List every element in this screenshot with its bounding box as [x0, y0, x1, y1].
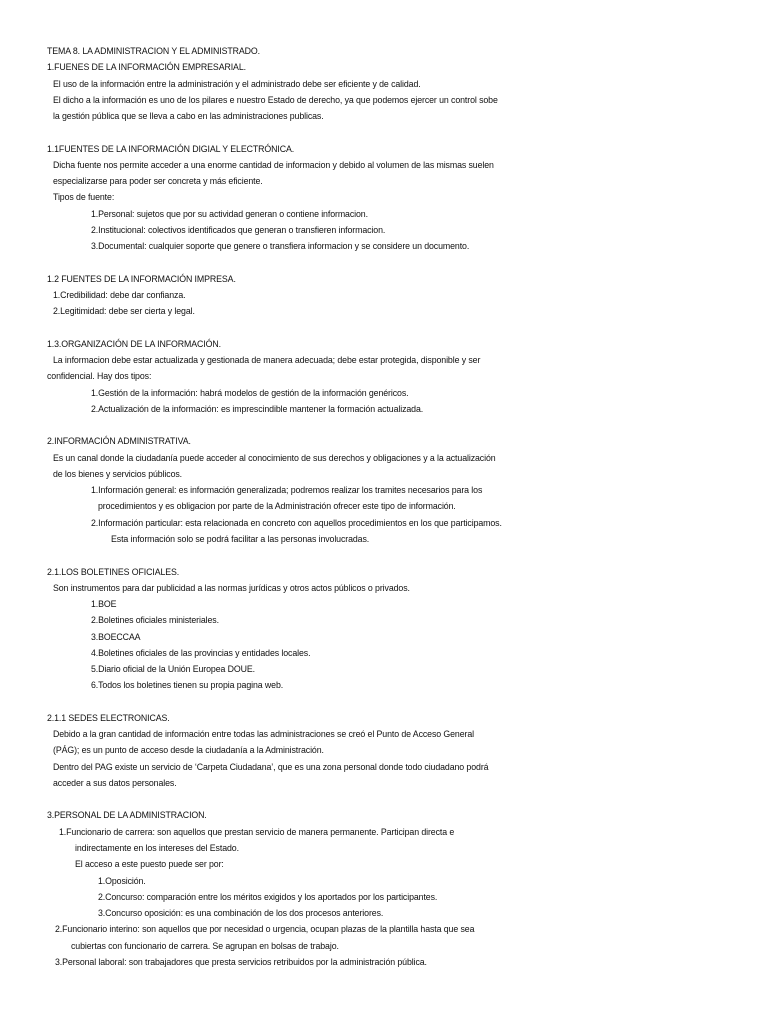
text-line: TEMA 8. LA ADMINISTRACION Y EL ADMINISTRADO.: [47, 46, 260, 56]
text-line: 1.3.ORGANIZACIÓN DE LA INFORMACIÓN.: [47, 338, 221, 349]
text-line: 1.1FUENTES DE LA INFORMACIÓN DIGIAL Y ELECTRÓNICA.: [47, 143, 295, 154]
text-line: Esta información solo se podrá facilitar a las personas involucradas.: [111, 533, 370, 544]
blank-line: [0, 320, 768, 336]
blank-line: [0, 124, 768, 140]
text-line: especializarse para poder ser concreta y más eficiente.: [53, 176, 263, 187]
text-line: La informacion debe estar actualizada y gestionada de manera adecuada; debe estar protegida, disponible y ser: [53, 355, 481, 366]
text-line: 2.Funcionario interino: son aquellos que por necesidad o urgencia, ocupan plazas de la plantilla hasta que sea: [55, 924, 475, 935]
text-line: 3.BOECCAA: [91, 631, 141, 642]
text-line: Debido a la gran cantidad de información entre todas las administraciones se creó el Punto de Acceso General: [53, 729, 474, 740]
text-line: 1.FUENES DE LA INFORMACIÓN EMPRESARIAL.: [47, 62, 246, 73]
blank-line: [0, 547, 768, 563]
text-line: indirectamente en los intereses del Estado.: [75, 843, 239, 854]
text-line: 1.Oposición.: [98, 875, 146, 886]
text-line: la gestión pública que se lleva a cabo en las administraciones publicas.: [53, 111, 324, 122]
text-line: 2.1.1 SEDES ELECTRONICAS.: [47, 712, 170, 723]
text-line: 2.Información particular: esta relacionada en concreto con aquellos procedimientos en los que participamos.: [91, 517, 502, 528]
text-line: confidencial. Hay dos tipos:: [47, 371, 152, 382]
text-line: 1.Funcionario de carrera: son aquellos que prestan servicio de manera permanente. Participan directa e: [59, 826, 455, 837]
document-body: [0, 43, 768, 970]
text-line: 2.Concurso: comparación entre los méritos exigidos y los aportados por los participantes.: [98, 891, 438, 902]
text-line: Tipos de fuente:: [53, 192, 115, 203]
text-line: 3.Concurso oposición: es una combinación de los dos procesos anteriores.: [98, 908, 384, 919]
text-line: 1.2 FUENTES DE LA INFORMACIÓN IMPRESA.: [47, 273, 236, 284]
text-line: 1.BOE: [91, 599, 117, 610]
blank-line: [0, 254, 768, 270]
text-line: cubiertas con funcionario de carrera. Se agrupan en bolsas de trabajo.: [71, 940, 339, 951]
text-line: El acceso a este puesto puede ser por:: [75, 859, 224, 870]
text-line: 1.Información general: es información generalizada; podremos realizar los tramites necesarios para los: [91, 485, 483, 496]
text-line: 6.Todos los boletines tienen su propia pagina web.: [91, 680, 284, 691]
blank-line: [0, 417, 768, 433]
text-line: 5.Diario oficial de la Unión Europea DOUE.: [91, 664, 256, 675]
text-line: Dentro del PAG existe un servicio de ‘Carpeta Ciudadana’, que es una zona personal donde todo ciudadano podrá: [53, 761, 489, 772]
text-line: El uso de la información entre la administración y el administrado debe ser eficiente y de calidad.: [53, 78, 421, 89]
text-line: 1.Gestión de la información: habrá modelos de gestión de la información genéricos.: [91, 387, 409, 398]
text-line: 3.Personal laboral: son trabajadores que presta servicios retribuidos por la administración pública.: [55, 956, 427, 967]
text-line: procedimientos y es obligacion por parte de la Administración ofrecer este tipo de información.: [98, 501, 456, 512]
text-line: acceder a sus datos personales.: [53, 777, 177, 788]
text-line: (PÁG); es un punto de acceso desde la ciudadanía a la Administración.: [53, 745, 324, 756]
text-line: Son instrumentos para dar publicidad a las normas jurídicas y otros actos públicos o privados.: [53, 582, 410, 593]
text-line: 2.Legitimidad: debe ser cierta y legal.: [53, 306, 195, 317]
text-line: Dicha fuente nos permite acceder a una enorme cantidad de informacion y debido al volumen de las mismas suelen: [53, 159, 494, 170]
text-line: 2.1.LOS BOLETINES OFICIALES.: [47, 566, 180, 577]
text-line: 3.PERSONAL DE LA ADMINISTRACION.: [47, 810, 207, 821]
text-line: 3.Documental: cualquier soporte que genere o transfiera informacion y se considere un documento.: [91, 241, 470, 252]
blank-line: [0, 791, 768, 807]
text-line: Es un canal donde la ciudadanía puede acceder al conocimiento de sus derechos y obligaciones y a la actualización: [53, 452, 496, 463]
text-line: 1.Credibilidad: debe dar confianza.: [53, 289, 186, 300]
text-line: 2.Actualización de la información: es imprescindible mantener la formación actualizada.: [91, 403, 424, 414]
text-line: 4.Boletines oficiales de las provincias y entidades locales.: [91, 647, 311, 658]
text-line: 2.INFORMACIÓN ADMINISTRATIVA.: [47, 436, 191, 447]
text-line: 1.Personal: sujetos que por su actividad generan o contiene informacion.: [91, 208, 368, 219]
text-line: de los bienes y servicios públicos.: [53, 468, 183, 479]
text-line: El dicho a la información es uno de los pilares e nuestro Estado de derecho, ya que podemos ejercer un control sobe: [53, 94, 498, 105]
text-line: 2.Institucional: colectivos identificados que generan o transfieren informacion.: [91, 224, 386, 235]
blank-line: [0, 694, 768, 710]
text-line: 2.Boletines oficiales ministeriales.: [91, 615, 219, 626]
